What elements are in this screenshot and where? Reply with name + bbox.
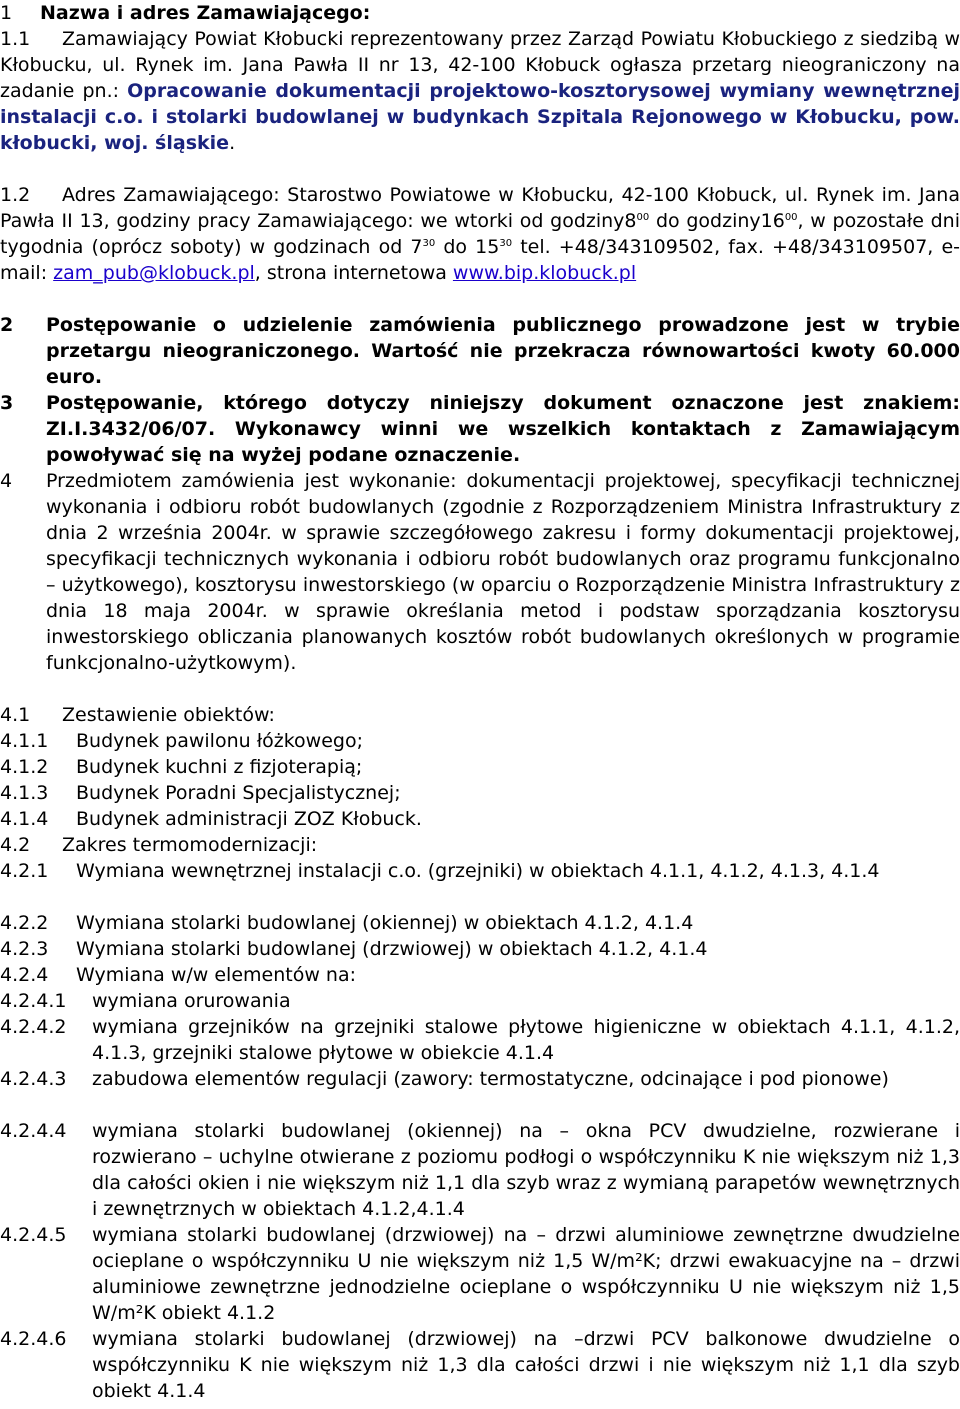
list-item [0,962,960,988]
time-sup: 00 [784,212,798,223]
list-item [0,1014,960,1066]
section-2 [0,312,960,390]
list-item [0,910,960,936]
list-item [0,754,960,780]
section-text [0,26,960,156]
item-text: Wymiana w/w elementów na: [76,964,357,986]
section-4 [0,468,960,676]
address-part: , w pozostałe dni tygodnia (oprócz soboty) w godzinach od 7 [0,210,960,258]
item-text: Zakres termomodernizacji: [62,834,318,856]
item-number: 4.1.4 [0,808,49,830]
email-link[interactable]: zam_pub@klobuck.pl [53,262,255,284]
item-number: 4.1.2 [0,756,49,778]
item-text: Wymiana wewnętrznej instalacji c.o. (grzejniki) w obiektach 4.1.1, 4.1.2, 4.1.3, 4.1.4 [76,860,880,882]
address-part: , strona internetowa [254,262,453,284]
address-part: tel. +48/343109502, fax. +48/343109507, e-mail: [0,236,960,284]
item-text: zabudowa elementów regulacji (zawory: termostatyczne, odcinające i pod pionowe) [92,1068,889,1090]
time-sup: 00 [636,212,650,223]
item-text: Budynek administracji ZOZ Kłobuck. [76,808,422,830]
section-number: 3 [0,392,14,414]
item-text: wymiana grzejników na grzejniki stalowe płytowe higieniczne w obiektach 4.1.1, 4.1.2, 4.1.3, grzejniki stalowe płytowe w obiekcie 4.1.4 [92,1016,960,1064]
item-number: 4.1 [0,704,31,726]
item-number: 4.2.4.5 [0,1224,67,1246]
item-text: wymiana stolarki budowlanej (okiennej) na – okna PCV dwudzielne, rozwierane i rozwierano – uchylne otwierane z poziomu podłogi o współczynniku K nie większym niż 1,3 dla całości okien i nie większym niż 1,1 dla szyb wraz z wymianą parapetów wewnętrznych i zewnętrznych w obiektach 4.1.2,4.1.4 [92,1120,960,1220]
period: . [229,132,236,154]
item-number: 4.2.2 [0,912,49,934]
section-number: 1 [0,2,13,24]
item-text: Budynek kuchni z fizjoterapią; [76,756,363,778]
website-link[interactable]: www.bip.klobuck.pl [452,262,637,284]
list-item [0,858,960,884]
list-item [0,1066,960,1092]
time-sup: 30 [422,238,436,249]
section-number: 4 [0,470,13,492]
item-number: 4.2.4.4 [0,1120,67,1142]
section-3 [0,390,960,468]
section-number: 1.1 [0,28,31,50]
list-item [0,702,960,728]
section-1-1 [0,26,960,156]
item-number: 4.2.1 [0,860,49,882]
item-number: 4.2.4.6 [0,1328,67,1350]
time-sup: 30 [499,238,513,249]
item-text: Wymiana stolarki budowlanej (okiennej) w obiektach 4.1.2, 4.1.4 [76,912,694,934]
item-text: wymiana stolarki budowlanej (drzwiowej) na – drzwi aluminiowe zewnętrzne dwudzielne ocieplane o współczynniku U nie większym niż 1,5 W/m²K; drzwi ewakuacyjne na – drzwi aluminiowe zewnętrzne jednodzielne ocieplane o współczynniku U nie większym niż 1,5 W/m²K obiekt 4.1.2 [92,1224,960,1324]
list-item [0,806,960,832]
item-text: Budynek pawilonu łóżkowego; [76,730,363,752]
item-number: 4.2 [0,834,31,856]
item-number: 4.2.4.2 [0,1016,67,1038]
list-item [0,936,960,962]
list-item [0,988,960,1014]
section-text: Postępowanie o udzielenie zamówienia publicznego prowadzone jest w trybie przetargu nieograniczonego. Wartość nie przekracza równowartości kwoty 60.000 euro. [46,314,960,388]
list-item [0,780,960,806]
list-item [0,1326,960,1404]
item-text: wymiana stolarki budowlanej (drzwiowej) na –drzwi PCV balkonowe dwudzielne o współczynniku K nie większym niż 1,3 dla całości drzwi i nie większym niż 1,1 dla szyb obiekt 4.1.4 [92,1328,960,1402]
list-item [0,728,960,754]
address-part: do godziny16 [649,210,785,232]
section-text: Postępowanie, którego dotyczy niniejszy dokument oznaczone jest znakiem: ZI.I.3432/06/07. Wykonawcy winni we wszelkich kontaktach z Zamawiającym powoływać się na wyżej podane oznaczenie. [46,392,960,466]
address-part: Adres Zamawiającego: Starostwo Powiatowe w Kłobucku, 42-100 Kłobuck, ul. Rynek im. Jana Pawła II 13, godziny pracy Zamawiającego: we wtorki od godziny8 [0,184,960,232]
item-number: 4.1.3 [0,782,49,804]
item-text: Budynek Poradni Specjalistycznej; [76,782,401,804]
list-item [0,1118,960,1222]
section-1-heading [0,0,960,26]
address-text [0,182,960,286]
section-number: 1.2 [0,184,31,206]
task-name: Opracowanie dokumentacji projektowo-kosztorysowej wymiany wewnętrznej instalacji c.o. i stolarki budowlanej w budynkach Szpitala Rejonowego w Kłobucku, pow. kłobucki, woj. śląskie [0,80,960,154]
section-text: Przedmiotem zamówienia jest wykonanie: dokumentacji projektowej, specyfikacji technicznej wykonania i odbioru robót budowlanych (zgodnie z Rozporządzeniem Ministra Infrastruktury z dnia 2 września 2004r. w sprawie szczegółowego zakresu i formy dokumentacji projektowej, specyfikacji technicznych wykonania i odbioru robót budowlanych oraz programu funkcjonalno – użytkowego), kosztorysu inwestorskiego (w oparciu o Rozporządzenie Ministra Infrastruktury z dnia 18 maja 2004r. w sprawie określania metod i podstaw sporządzania kosztorysu inwestorskiego obliczania planowanych kosztów robót budowlanych określonych w programie funkcjonalno-użytkowym). [46,470,960,674]
section-title: Nazwa i adres Zamawiającego: [40,2,371,24]
intro-text: Zamawiający Powiat Kłobucki reprezentowany przez Zarząd Powiatu Kłobuckiego z siedzibą w Kłobucku, ul. Rynek im. Jana Pawła II nr 13, 42-100 Kłobuck ogłasza przetarg nieograniczony na zadanie pn.: [0,28,960,102]
item-number: 4.2.4.3 [0,1068,67,1090]
item-text: Wymiana stolarki budowlanej (drzwiowej) w obiektach 4.1.2, 4.1.4 [76,938,708,960]
item-number: 4.1.1 [0,730,49,752]
item-text: wymiana orurowania [92,990,291,1012]
item-number: 4.2.4.1 [0,990,67,1012]
item-number: 4.2.3 [0,938,49,960]
item-number: 4.2.4 [0,964,49,986]
item-text: Zestawienie obiektów: [62,704,275,726]
list-item [0,832,960,858]
section-1-2 [0,182,960,286]
address-part: do 15 [435,236,500,258]
section-number: 2 [0,314,14,336]
list-item [0,1222,960,1326]
